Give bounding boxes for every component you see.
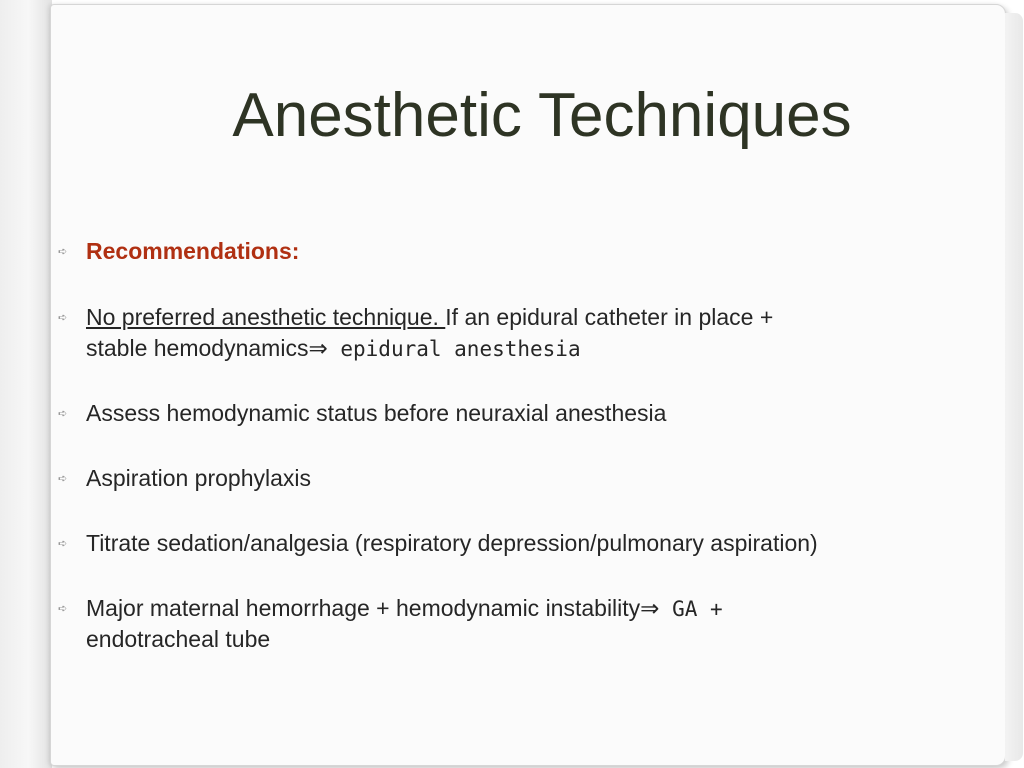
bullet-text-main: Major maternal hemorrhage + hemodynamic instability — [86, 595, 641, 621]
bullet-text-line2 — [86, 333, 581, 365]
bullet-text: Assess hemodynamic status before neuraxial anesthesia — [86, 400, 667, 426]
bullet-text-rest: If an epidural catheter in place + — [445, 304, 774, 330]
bullet-text: Titrate sedation/analgesia (respiratory depression/pulmonary aspiration) — [86, 530, 818, 556]
slide-title: Anesthetic Techniques — [232, 81, 852, 150]
bullet-text-line2: endotracheal tube — [86, 626, 271, 652]
arrow-bullet-icon: ➪ — [58, 473, 68, 485]
arrow-bullet-icon: ➪ — [58, 603, 68, 615]
bullet-text: Aspiration prophylaxis — [86, 465, 312, 491]
arrow-bullet-icon: ➪ — [58, 538, 68, 550]
arrow-bullet-icon: ➪ — [58, 246, 68, 258]
implies-arrow: ⇒ — [640, 595, 660, 621]
bullet-text — [86, 302, 773, 333]
bullet-text: Recommendations: — [86, 238, 300, 264]
underlined-text: No preferred anesthetic technique. — [86, 304, 446, 330]
bullet-text — [86, 593, 723, 625]
implies-arrow: ⇒ — [308, 335, 328, 361]
line2-text: stable hemodynamics — [86, 335, 309, 361]
mono-text: GA + — [659, 597, 723, 621]
mono-text: epidural anesthesia — [327, 337, 581, 361]
arrow-bullet-icon: ➪ — [58, 408, 68, 420]
arrow-bullet-icon: ➪ — [58, 312, 68, 324]
